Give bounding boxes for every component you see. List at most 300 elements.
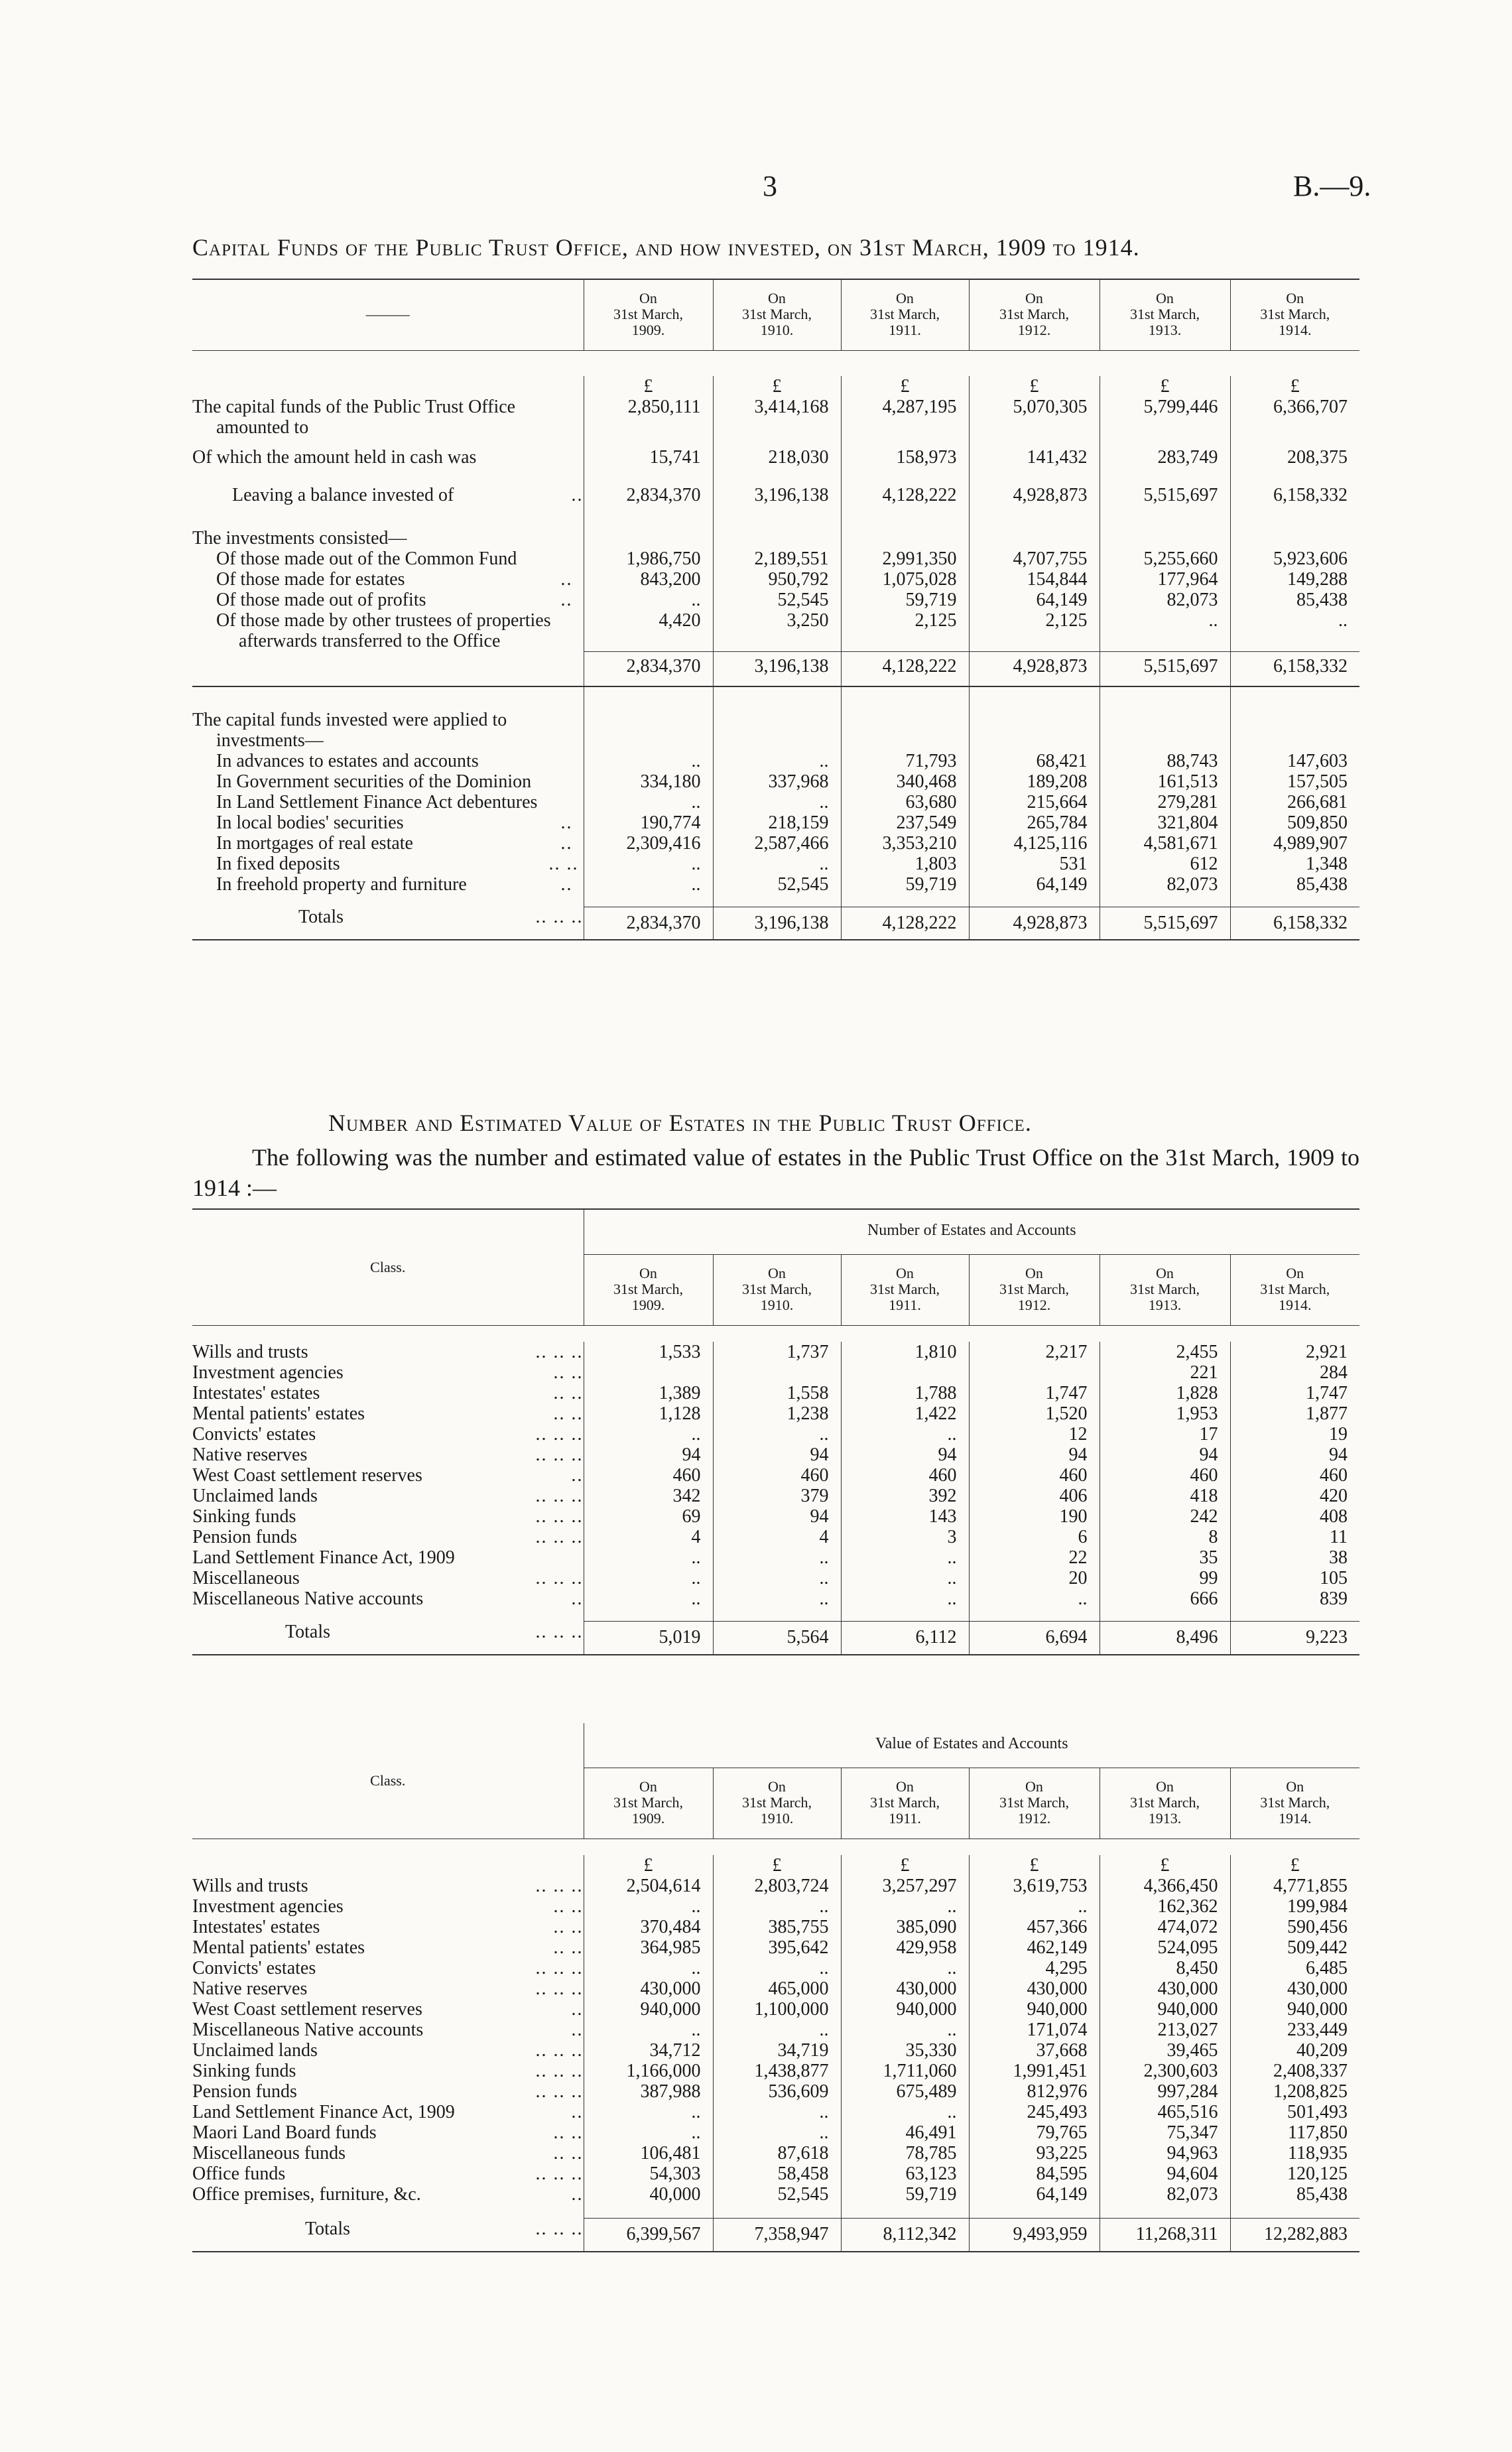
value-cell: 58,458 xyxy=(713,2163,841,2184)
row-label-text: Wills and trusts xyxy=(192,1876,308,1896)
value-cell: 2,217 xyxy=(969,1342,1100,1362)
row-label-text: Leaving a balance invested of xyxy=(232,485,454,505)
row-label-text: West Coast settlement reserves xyxy=(192,1465,422,1486)
col-on: On xyxy=(768,290,786,306)
value-cell: 5,515,697 xyxy=(1100,651,1230,686)
row-label: Of those made out of profits .. xyxy=(216,590,573,610)
number-row xyxy=(192,1403,1359,1424)
row-label-text: Native reserves xyxy=(192,1445,308,1465)
page-number: 3 xyxy=(763,170,777,202)
col-on: On xyxy=(1156,1265,1174,1281)
value-cell: 85,438 xyxy=(1230,590,1359,610)
col-year: 1914. xyxy=(1279,1297,1312,1313)
row-label xyxy=(192,751,584,771)
col-header xyxy=(1230,1768,1359,1839)
value-cell: 395,642 xyxy=(713,1937,841,1958)
heading-label: The investments consisted— xyxy=(192,528,407,548)
value-cell: 501,493 xyxy=(1230,2102,1359,2122)
leader-dots: .. .. .. xyxy=(535,2163,584,2184)
row-label xyxy=(192,2040,584,2061)
number-heading: Number of Estates and Accounts xyxy=(584,1209,1359,1255)
col-header-1911 xyxy=(841,279,969,351)
value-cell: 2,408,337 xyxy=(1230,2061,1359,2081)
applied-row xyxy=(192,771,1359,792)
value-cell: 59,719 xyxy=(841,2184,969,2205)
value-cell: 189,208 xyxy=(969,771,1100,792)
estates-intro: The following was the number and estimated value of estates in the Public Trust Office on the 31st March, 1909 to 1914 :— xyxy=(192,1144,1359,1201)
stub-dash: ——— xyxy=(365,306,410,322)
row-label xyxy=(192,2020,584,2040)
value-totals-row xyxy=(192,2219,1359,2252)
value-cell: .. xyxy=(713,1568,841,1588)
row-label xyxy=(192,1568,584,1588)
applied-row xyxy=(192,874,1359,895)
row-label-text: Miscellaneous Native accounts xyxy=(192,2020,424,2040)
col-date: 31st March, xyxy=(999,1794,1070,1811)
investment-row xyxy=(192,548,1359,569)
row-label xyxy=(192,2102,584,2122)
value-cell: 4,128,222 xyxy=(841,907,969,940)
row-label-text: Miscellaneous Native accounts xyxy=(192,1588,424,1609)
value-cell: .. xyxy=(841,2102,969,2122)
value-cell: 1,788 xyxy=(841,1383,969,1403)
leader-dots: .. .. .. xyxy=(535,1958,584,1978)
row-label xyxy=(192,2143,584,2163)
value-cell: 2,125 xyxy=(841,610,969,651)
applied-row xyxy=(192,833,1359,854)
value-cell xyxy=(584,1362,713,1383)
row-label xyxy=(192,1917,584,1937)
value-cell: 612 xyxy=(1100,854,1230,874)
col-header xyxy=(841,1768,969,1839)
heading-row xyxy=(192,710,1359,751)
value-cell: 387,988 xyxy=(584,2081,713,2102)
value-cell: 430,000 xyxy=(584,1978,713,1999)
value-cell: 5,515,697 xyxy=(1100,485,1230,505)
leader-dots: .. xyxy=(571,485,584,505)
value-cell: 1,828 xyxy=(1100,1383,1230,1403)
leader-dots: .. .. .. xyxy=(535,2061,584,2081)
row-label-text: Pension funds xyxy=(192,1527,297,1547)
value-cell: 406 xyxy=(969,1486,1100,1506)
value-cell: 1,737 xyxy=(713,1342,841,1362)
currency-row xyxy=(192,376,1359,397)
row-label-text: The capital funds of the Public Trust Office amounted to xyxy=(192,397,516,438)
value-cell: 221 xyxy=(1100,1362,1230,1383)
leader-dots: .. .. .. xyxy=(535,1424,584,1445)
col-year: 1910. xyxy=(760,322,794,338)
col-year: 1912. xyxy=(1017,322,1051,338)
value-cell: .. xyxy=(713,854,841,874)
value-cell: 1,747 xyxy=(1230,1383,1359,1403)
leader-dots: .. .. xyxy=(548,853,579,874)
value-cell: 4,928,873 xyxy=(969,907,1100,940)
col-header xyxy=(584,1768,713,1839)
class-header: Class. xyxy=(370,1772,406,1789)
value-cell: 8 xyxy=(1100,1527,1230,1547)
value-cell: 536,609 xyxy=(713,2081,841,2102)
value-cell: .. xyxy=(584,1896,713,1917)
col-on: On xyxy=(896,1265,914,1281)
estates-title: Number and Estimated Value of Estates in the Public Trust Office. xyxy=(328,1110,1032,1136)
leader-dots: .. .. .. xyxy=(535,1445,584,1465)
row-label xyxy=(192,1465,584,1486)
value-cell: 5,799,446 xyxy=(1100,397,1230,438)
leader-dots: .. .. .. xyxy=(535,1342,584,1362)
value-cell: 157,505 xyxy=(1230,771,1359,792)
value-cell: 430,000 xyxy=(1230,1978,1359,1999)
col-on: On xyxy=(896,1778,914,1795)
currency-symbol: £ xyxy=(713,1855,841,1876)
value-cell: 6 xyxy=(969,1527,1100,1547)
value-cell: 6,485 xyxy=(1230,1958,1359,1978)
value-cell: 94 xyxy=(713,1445,841,1465)
capital-funds-table xyxy=(192,279,1359,940)
value-cell: 82,073 xyxy=(1100,2184,1230,2205)
value-cell: 84,595 xyxy=(969,2163,1100,2184)
value-cell: .. xyxy=(841,1588,969,1609)
value-cell: 675,489 xyxy=(841,2081,969,2102)
value-cell: 1,166,000 xyxy=(584,2061,713,2081)
value-cell: 334,180 xyxy=(584,771,713,792)
value-cell: .. xyxy=(841,1568,969,1588)
value-cell: .. xyxy=(713,2122,841,2143)
value-cell: .. xyxy=(841,1958,969,1978)
leader-dots: .. xyxy=(571,1465,584,1486)
value-cell: 59,719 xyxy=(841,874,969,895)
value-cell: 3,196,138 xyxy=(713,485,841,505)
investment-row xyxy=(192,610,1359,651)
value-cell: 950,792 xyxy=(713,569,841,590)
currency-symbol: £ xyxy=(584,376,713,397)
value-cell: .. xyxy=(1230,610,1359,651)
number-row xyxy=(192,1383,1359,1403)
number-row xyxy=(192,1568,1359,1588)
value-row xyxy=(192,2061,1359,2081)
row-label-text: Of those made out of profits xyxy=(216,590,426,610)
value-cell: 460 xyxy=(1100,1465,1230,1486)
value-cell: .. xyxy=(713,2020,841,2040)
col-date: 31st March, xyxy=(613,306,684,322)
applied-row xyxy=(192,812,1359,833)
value-cell: 1,810 xyxy=(841,1342,969,1362)
value-row xyxy=(192,2081,1359,2102)
value-cell: 370,484 xyxy=(584,1917,713,1937)
value-cell: 5,515,697 xyxy=(1100,907,1230,940)
value-cell: 143 xyxy=(841,1506,969,1527)
col-year: 1910. xyxy=(760,1297,794,1313)
value-cell: 509,442 xyxy=(1230,1937,1359,1958)
leader-dots: .. xyxy=(571,1588,584,1609)
value-cell: 2,455 xyxy=(1100,1342,1230,1362)
row-label xyxy=(192,610,584,651)
value-cell: 93,225 xyxy=(969,2143,1100,2163)
value-cell: 3,257,297 xyxy=(841,1876,969,1896)
row-label xyxy=(192,1383,584,1403)
value-cell: 265,784 xyxy=(969,812,1100,833)
value-cell: 17 xyxy=(1100,1424,1230,1445)
heading-row xyxy=(192,528,1359,548)
number-row xyxy=(192,1445,1359,1465)
value-cell: 6,158,332 xyxy=(1230,485,1359,505)
value-cell: 94,963 xyxy=(1100,2143,1230,2163)
value-cell: 420 xyxy=(1230,1486,1359,1506)
row-label xyxy=(192,1978,584,1999)
leader-dots: .. .. xyxy=(553,2143,584,2163)
heading-label: The capital funds invested were applied to investments— xyxy=(192,709,507,751)
value-cell: 4,420 xyxy=(584,610,713,651)
spacer-row xyxy=(192,438,1359,447)
row-label-text: In freehold property and furniture xyxy=(216,873,467,895)
row-label xyxy=(192,1547,584,1568)
value-cell: 245,493 xyxy=(969,2102,1100,2122)
value-cell: 474,072 xyxy=(1100,1917,1230,1937)
col-header-1912 xyxy=(969,279,1100,351)
value-cell: 3,414,168 xyxy=(713,397,841,438)
col-year: 1912. xyxy=(1017,1810,1051,1827)
value-cell: 5,019 xyxy=(584,1622,713,1655)
value-cell: 177,964 xyxy=(1100,569,1230,590)
value-cell: .. xyxy=(584,1958,713,1978)
number-row xyxy=(192,1547,1359,1568)
value-cell: 11,268,311 xyxy=(1100,2219,1230,2252)
value-cell: 460 xyxy=(713,1465,841,1486)
value-cell: .. xyxy=(713,1424,841,1445)
value-cell: 39,465 xyxy=(1100,2040,1230,2061)
col-date: 31st March, xyxy=(1260,306,1330,322)
value-row xyxy=(192,2020,1359,2040)
row-label-text: Convicts' estates xyxy=(192,1958,316,1978)
col-date: 31st March, xyxy=(999,1281,1070,1297)
leader-dots: .. .. .. xyxy=(535,1621,584,1642)
row-label xyxy=(192,1876,584,1896)
row-label-text: Of those made by other trustees of properties afterwards transferred to the Office xyxy=(216,610,551,651)
value-cell: 385,755 xyxy=(713,1917,841,1937)
col-header xyxy=(1100,1255,1230,1326)
value-cell: 284 xyxy=(1230,1362,1359,1383)
row-label xyxy=(192,2081,584,2102)
value-cell: 6,399,567 xyxy=(584,2219,713,2252)
col-year: 1909. xyxy=(631,1297,665,1313)
value-cell: 5,255,660 xyxy=(1100,548,1230,569)
number-row xyxy=(192,1465,1359,1486)
col-date: 31st March, xyxy=(1260,1281,1330,1297)
value-cell: 8,496 xyxy=(1100,1622,1230,1655)
row-label-text: Of those made for estates xyxy=(216,569,405,590)
value-cell: 94 xyxy=(969,1445,1100,1465)
value-cell: 190,774 xyxy=(584,812,713,833)
value-cell: 15,741 xyxy=(584,447,713,468)
value-cell: 40,209 xyxy=(1230,2040,1359,2061)
value-cell: 940,000 xyxy=(841,1999,969,2020)
value-cell: 1,208,825 xyxy=(1230,2081,1359,2102)
row-label-text: In advances to estates and accounts xyxy=(216,750,479,771)
col-date: 31st March, xyxy=(1260,1794,1330,1811)
value-cell xyxy=(841,1362,969,1383)
value-cell: 63,123 xyxy=(841,2163,969,2184)
value-cell: 283,749 xyxy=(1100,447,1230,468)
row-label xyxy=(192,397,584,438)
col-header xyxy=(1100,1768,1230,1839)
col-on: On xyxy=(639,1778,657,1795)
value-cell: .. xyxy=(841,1424,969,1445)
value-cell: 82,073 xyxy=(1100,874,1230,895)
value-cell: .. xyxy=(584,590,713,610)
value-cell: 105 xyxy=(1230,1568,1359,1588)
value-row xyxy=(192,1999,1359,2020)
row-label-text: Convicts' estates xyxy=(192,1424,316,1445)
col-date: 31st March, xyxy=(741,1794,812,1811)
value-cell: 2,300,603 xyxy=(1100,2061,1230,2081)
value-cell: .. xyxy=(841,1547,969,1568)
leader-dots: .. .. .. xyxy=(535,2081,584,2102)
value-cell: .. xyxy=(1100,610,1230,651)
col-on: On xyxy=(1025,1265,1043,1281)
value-cell: 218,159 xyxy=(713,812,841,833)
value-cell: 19 xyxy=(1230,1424,1359,1445)
capital-funds-body xyxy=(192,376,1359,940)
value-cell: 38 xyxy=(1230,1547,1359,1568)
estates-number-table xyxy=(192,1208,1359,1655)
value-row xyxy=(192,1917,1359,1937)
leader-dots: .. .. .. xyxy=(535,1506,584,1527)
value-cell: 1,711,060 xyxy=(841,2061,969,2081)
value-cell: .. xyxy=(713,792,841,812)
value-cell: .. xyxy=(584,1588,713,1609)
value-cell: 64,149 xyxy=(969,2184,1100,2205)
value-cell: .. xyxy=(584,2122,713,2143)
col-date: 31st March, xyxy=(1129,1794,1200,1811)
value-cell: 79,765 xyxy=(969,2122,1100,2143)
currency-symbol: £ xyxy=(1100,1855,1230,1876)
col-on: On xyxy=(639,290,657,306)
totals-label xyxy=(192,1622,584,1655)
value-cell: 460 xyxy=(841,1465,969,1486)
value-cell: 4,295 xyxy=(969,1958,1100,1978)
value-cell: 1,075,028 xyxy=(841,569,969,590)
row-label-text: Miscellaneous xyxy=(192,1568,300,1588)
value-cell: 94 xyxy=(713,1506,841,1527)
col-year: 1909. xyxy=(631,322,665,338)
value-cell: 321,804 xyxy=(1100,812,1230,833)
value-cell: .. xyxy=(584,874,713,895)
value-cell: 1,238 xyxy=(713,1403,841,1424)
leader-dots: .. .. .. xyxy=(535,1978,584,1999)
value-cell: 4,581,671 xyxy=(1100,833,1230,854)
leader-dots: .. .. xyxy=(553,2122,584,2143)
row-label-text: Land Settlement Finance Act, 1909 xyxy=(192,1547,455,1568)
row-label xyxy=(192,792,584,812)
row-label xyxy=(192,1486,584,1506)
investments-total-row xyxy=(192,651,1359,686)
row-label: In freehold property and furniture .. xyxy=(216,873,573,895)
leader-dots: .. .. xyxy=(553,1896,584,1917)
value-cell: 4,128,222 xyxy=(841,651,969,686)
value-cell: 524,095 xyxy=(1100,1937,1230,1958)
value-row xyxy=(192,1937,1359,1958)
value-cell: 208,375 xyxy=(1230,447,1359,468)
value-cell: 4,287,195 xyxy=(841,397,969,438)
col-date: 31st March, xyxy=(613,1281,684,1297)
value-cell: 218,030 xyxy=(713,447,841,468)
row-label xyxy=(192,2061,584,2081)
row-label: In local bodies' securities .. xyxy=(216,812,573,833)
value-cell: 3,250 xyxy=(713,610,841,651)
estates-value-body xyxy=(192,1855,1359,2252)
value-cell: 59,719 xyxy=(841,590,969,610)
value-cell: 64,149 xyxy=(969,590,1100,610)
value-cell: 34,712 xyxy=(584,2040,713,2061)
row-label-text: Sinking funds xyxy=(192,2061,296,2081)
leader-dots: .. .. xyxy=(553,1383,584,1403)
value-cell: 462,149 xyxy=(969,1937,1100,1958)
class-header: Class. xyxy=(370,1259,406,1275)
currency-symbol: £ xyxy=(969,376,1100,397)
applied-row xyxy=(192,751,1359,771)
estates-number-body xyxy=(192,1342,1359,1655)
row-label-text: Mental patients' estates xyxy=(192,1937,365,1958)
col-date: 31st March, xyxy=(869,1281,940,1297)
leader-dots: .. .. .. xyxy=(535,907,584,927)
leader-dots: .. .. .. xyxy=(535,1568,584,1588)
value-cell: 3,196,138 xyxy=(713,907,841,940)
value-cell: 11 xyxy=(1230,1527,1359,1547)
number-row xyxy=(192,1424,1359,1445)
col-header-1914 xyxy=(1230,279,1359,351)
capital-row xyxy=(192,397,1359,438)
leader-dots: .. .. .. xyxy=(535,2040,584,2061)
row-label-text: Of which the amount held in cash was xyxy=(192,447,477,468)
row-label-text: Office funds xyxy=(192,2163,286,2184)
value-cell: .. xyxy=(713,751,841,771)
col-on: On xyxy=(1286,1265,1304,1281)
investment-row xyxy=(192,590,1359,610)
currency-symbol: £ xyxy=(841,1855,969,1876)
value-cell: 5,070,305 xyxy=(969,397,1100,438)
value-cell xyxy=(969,1362,1100,1383)
value-cell: 2,834,370 xyxy=(584,907,713,940)
value-cell: 418 xyxy=(1100,1486,1230,1506)
stub-header xyxy=(192,279,584,351)
value-cell xyxy=(713,1362,841,1383)
value-cell: 82,073 xyxy=(1100,590,1230,610)
leader-dots: .. xyxy=(571,1999,584,2020)
value-cell: 87,618 xyxy=(713,2143,841,2163)
row-label xyxy=(192,1362,584,1383)
value-cell: 6,694 xyxy=(969,1622,1100,1655)
value-cell: 52,545 xyxy=(713,2184,841,2205)
value-row xyxy=(192,2102,1359,2122)
applied-row xyxy=(192,854,1359,874)
value-cell: 147,603 xyxy=(1230,751,1359,771)
row-label-text: Maori Land Board funds xyxy=(192,2122,377,2143)
value-cell: 465,000 xyxy=(713,1978,841,1999)
row-label xyxy=(192,1403,584,1424)
col-header xyxy=(969,1255,1100,1326)
col-on: On xyxy=(1286,1778,1304,1795)
value-cell: 460 xyxy=(1230,1465,1359,1486)
row-label: Of those made for estates .. xyxy=(216,569,573,590)
value-cell: 1,438,877 xyxy=(713,2061,841,2081)
number-row xyxy=(192,1486,1359,1506)
col-year: 1913. xyxy=(1148,1810,1182,1827)
value-row xyxy=(192,2040,1359,2061)
value-cell: 1,877 xyxy=(1230,1403,1359,1424)
value-cell: 385,090 xyxy=(841,1917,969,1937)
leader-dots: .. .. .. xyxy=(535,2218,584,2239)
value-cell: .. xyxy=(584,751,713,771)
value-cell: 266,681 xyxy=(1230,792,1359,812)
